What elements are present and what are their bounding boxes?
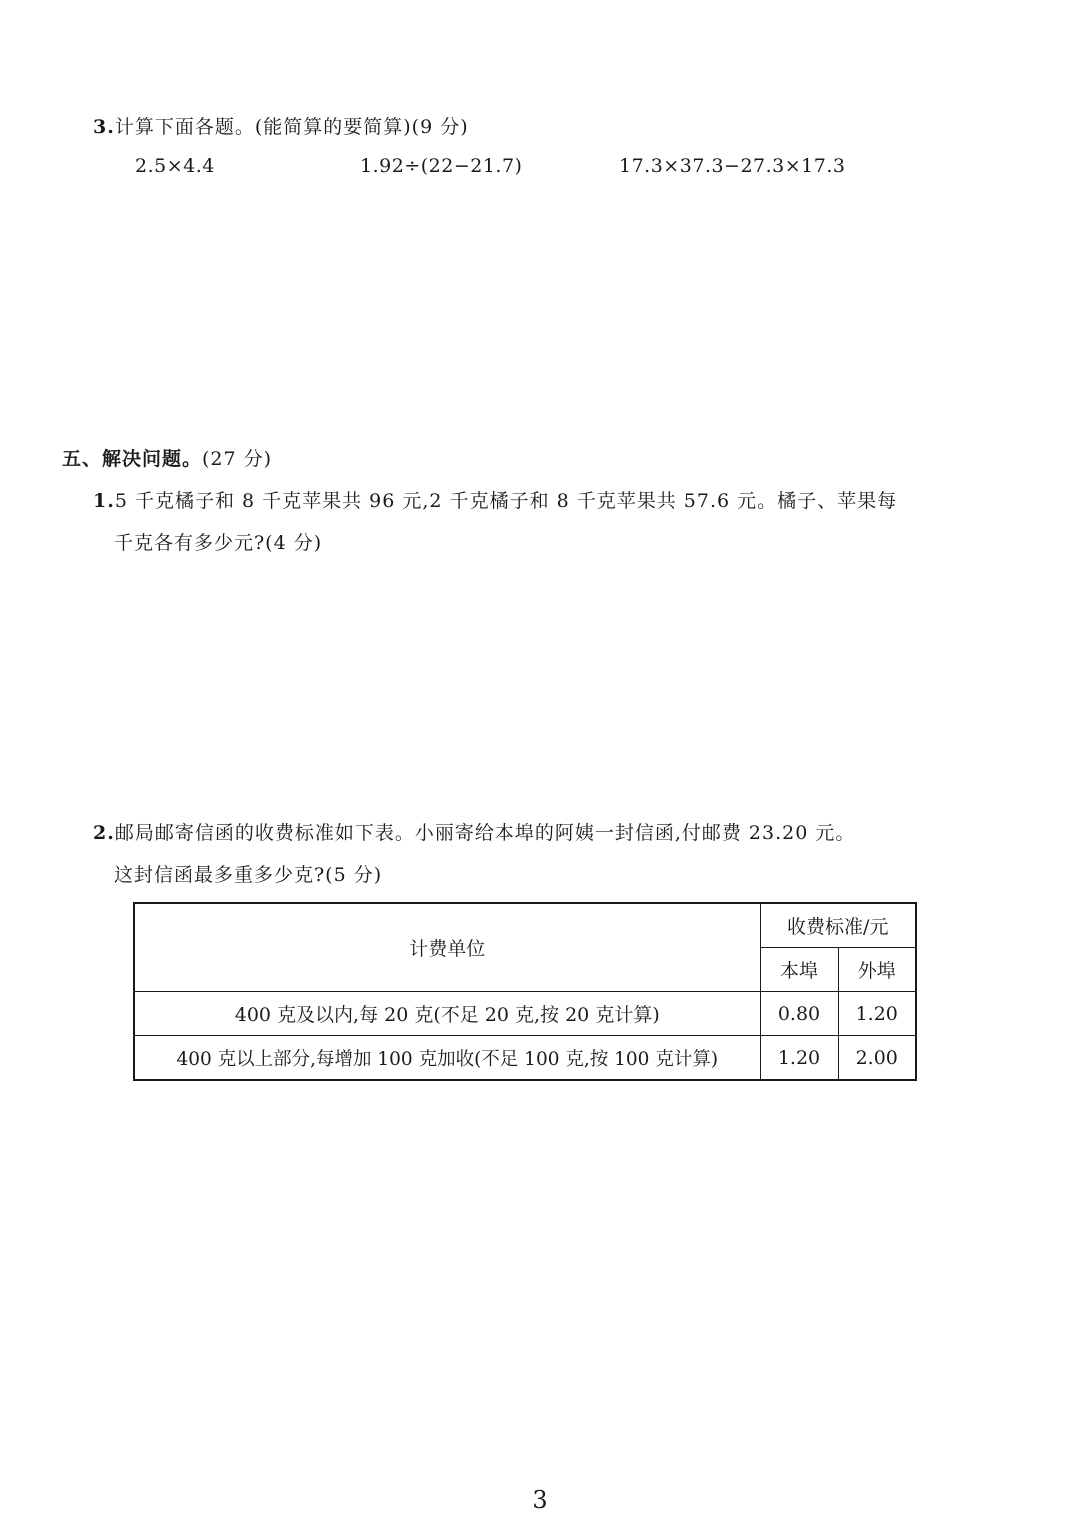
row-2-remote: 2.00 bbox=[838, 1036, 916, 1081]
header-remote: 外埠 bbox=[838, 948, 916, 992]
problem-1-line-2: 千克各有多少元?(4 分) bbox=[114, 532, 323, 554]
problem-2-text-line-1: 邮局邮寄信函的收费标准如下表。小丽寄给本埠的阿姨一封信函,付邮费 23.20 元。 bbox=[114, 822, 856, 844]
expression-3: 17.3×37.3−27.3×17.3 bbox=[619, 155, 846, 177]
problem-1-text-line-1: 5 千克橘子和 8 千克苹果共 96 元,2 千克橘子和 8 千克苹果共 57.6 元。橘子、苹果每 bbox=[114, 490, 898, 512]
question-3-heading bbox=[93, 112, 469, 139]
question-3-number: 3. bbox=[93, 116, 115, 138]
header-local: 本埠 bbox=[760, 948, 838, 992]
row-1-unit: 400 克及以内,每 20 克(不足 20 克,按 20 克计算) bbox=[134, 992, 760, 1036]
header-billing-unit: 计费单位 bbox=[134, 903, 760, 992]
row-2-unit: 400 克以上部分,每增加 100 克加收(不足 100 克,按 100 克计算) bbox=[134, 1036, 760, 1081]
expression-2: 1.92÷(22−21.7) bbox=[360, 155, 523, 177]
problem-2-number: 2. bbox=[93, 822, 115, 844]
problem-2-line-1 bbox=[93, 818, 855, 845]
problem-1-number: 1. bbox=[93, 490, 115, 512]
section-5-title: 五、解决问题。 bbox=[62, 448, 203, 470]
table-row bbox=[134, 992, 916, 1036]
table-row bbox=[134, 1036, 916, 1081]
problem-1-line-1 bbox=[93, 486, 897, 513]
section-5-heading bbox=[62, 444, 272, 471]
row-2-local: 1.20 bbox=[760, 1036, 838, 1081]
section-5-score: (27 分) bbox=[202, 448, 273, 470]
expression-1: 2.5×4.4 bbox=[135, 155, 215, 177]
row-1-local: 0.80 bbox=[760, 992, 838, 1036]
table-header-row bbox=[134, 903, 916, 948]
question-3-text: 计算下面各题。(能简算的要简算)(9 分) bbox=[114, 116, 469, 138]
problem-2-line-2: 这封信函最多重多少克?(5 分) bbox=[114, 864, 383, 886]
postage-fee-table bbox=[133, 902, 917, 1081]
page-number: 3 bbox=[532, 1486, 548, 1514]
row-1-remote: 1.20 bbox=[838, 992, 916, 1036]
header-fee-standard: 收费标准/元 bbox=[760, 903, 916, 948]
